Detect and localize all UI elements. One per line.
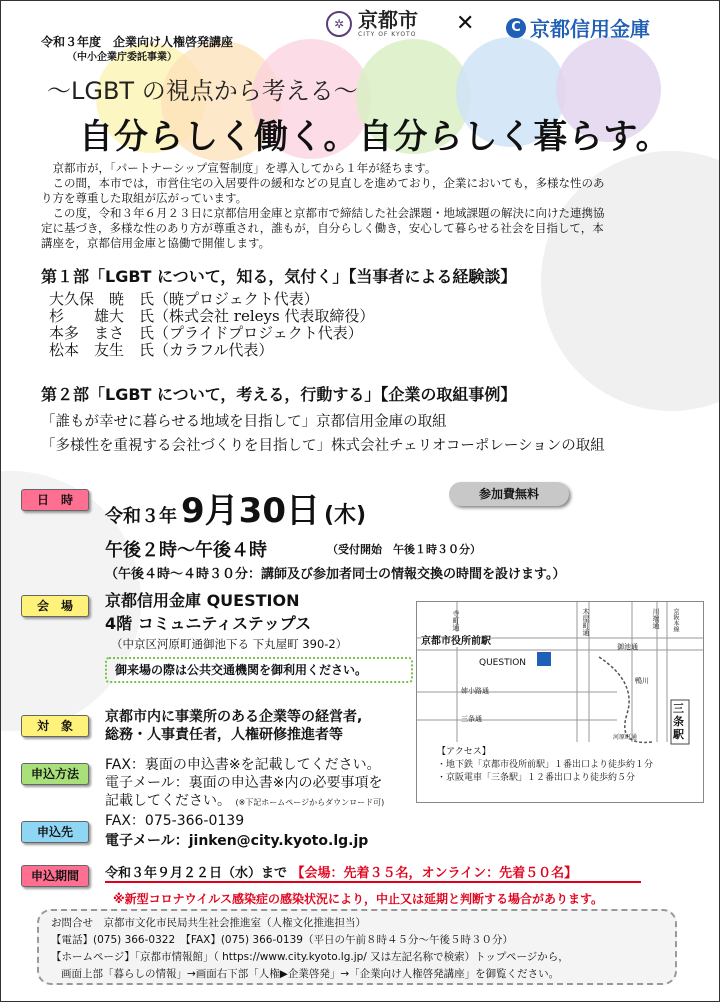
venue-name1: 京都信用金庫 QUESTION — [105, 591, 300, 610]
date-label: 日 時 — [21, 489, 89, 511]
shinkin-logo-text: 京都信用金庫 — [530, 17, 650, 41]
apply-line1: FAX：裏面の申込書※を記載してください。 — [105, 757, 381, 773]
part2-item-1: 「誰もが幸せに暮らせる地域を目指して」京都信用金庫の取組 — [41, 414, 447, 430]
event-time: 午後２時～午後４時 — [105, 540, 267, 561]
access-map — [416, 601, 704, 803]
kyoto-emblem-icon: ✲ — [326, 11, 352, 37]
question-marker — [537, 652, 551, 666]
speaker-4: 松本 友生 氏（カラフル代表） — [49, 341, 274, 359]
map-station-main: 京都市役所前駅 — [421, 632, 491, 647]
apply-label: 申込方法 — [21, 763, 89, 785]
shinkin-logo — [506, 13, 650, 42]
intro-line: 京都市が，「パートナーシップ宣誓制度」を導入してから１年が経ちます。 — [41, 161, 437, 175]
inquiry-line4: 画面上部「暮らしの情報」→画面右下部「人権▶企業啓発」→「企業向け人権啓発講座」を御覧ください。 — [61, 968, 560, 980]
target-line1: 京都市内に事業所のある企業等の経営者, — [105, 709, 363, 725]
contact-fax: FAX：075-366-0139 — [105, 813, 245, 829]
venue-name2: 4階 コミュニティステップス — [105, 614, 312, 633]
map-street-label: 河原町通 — [613, 734, 638, 741]
speaker-2: 杉 雄大 氏（株式会社 releys 代表取締役） — [49, 307, 375, 325]
map-street-label: 京阪本線 — [672, 608, 679, 632]
inquiry-line2: 【電話】(075) 366-0322 【FAX】(075) 366-0139（平日の午前８時４５分～午後５時３０分） — [51, 934, 513, 946]
target-line2: 総務・人事責任者，人権研修推進者等 — [105, 727, 343, 743]
apply-line2: 電子メール：裏面の申込書※内の必要事項を — [105, 775, 383, 791]
map-street-label: 三条通 — [461, 715, 482, 723]
shinkin-emblem-icon: C — [506, 18, 526, 38]
event-date — [105, 483, 366, 532]
intro-line: 講座を，京都信用金庫と協働で開催します。 — [41, 236, 271, 250]
access-line: ・地下鉄「京都市役所前駅」１番出口より徒歩約１分 — [437, 760, 654, 770]
cross-mark: ✕ — [456, 11, 475, 36]
date-day: (木) — [323, 503, 367, 528]
deadline-capacity: 【会場：先着３５名，オンライン：先着５０名】 — [291, 866, 578, 881]
map-street-label: 鴨川 — [635, 677, 649, 685]
apply-line3-note: (※下記ホームページからダウンロード可) — [235, 798, 385, 807]
deadline-label: 申込期間 — [21, 865, 89, 887]
apply-line3 — [105, 793, 384, 811]
map-street-label: 御池通 — [617, 643, 638, 651]
deadline-text: 令和３年９月２２日（水）まで — [105, 866, 288, 881]
intro-line: この度，令和３年６月２３日に京都信用金庫と京都市で締結した社会課題・地域課題の解決に向けた連携協 — [41, 206, 605, 220]
speaker-3: 本多 まさ 氏（プライドプロジェクト代表） — [49, 324, 363, 342]
map-street-label: 姉小路通 — [461, 687, 489, 695]
contact-email: 電子メール：jinken@city.kyoto.lg.jp — [105, 833, 369, 849]
part1-title: 第１部「LGBT について，知る，気付く」【当事者による経験談】 — [41, 267, 517, 286]
venue-label: 会 場 — [21, 595, 89, 617]
apply-line3-text: 記載してください。 — [105, 793, 231, 809]
map-street-label: 川端通 — [652, 608, 660, 629]
subtitle: ～LGBT の視点から考える～ — [47, 77, 358, 105]
date-prefix: 令和３年 — [105, 506, 177, 527]
intro-line: り方を尊重した取組が広がっています。 — [41, 191, 248, 205]
kyoto-logo-text: 京都市 — [358, 8, 418, 32]
kyoto-logo-sub: CITY OF KYOTO — [358, 31, 417, 38]
inquiry-box — [37, 909, 677, 985]
map-sanjo-label: 三条駅 — [673, 702, 684, 741]
kyoto-city-logo — [326, 9, 418, 38]
time-note: （午後４時～４時３０分：講師及び参加者同士の情報交換の時間を設けます。） — [105, 567, 566, 582]
target-label: 対 象 — [21, 715, 89, 737]
header-line1: 令和３年度 企業向け人権啓発講座 — [41, 35, 234, 49]
covid-note: ※新型コロナウイルス感染症の感染状況により，中止又は延期と判断する場合があります。 — [113, 892, 603, 906]
map-street-label: 木屋町通 — [582, 608, 590, 636]
speaker-1: 大久保 暁 氏（暁プロジェクト代表） — [49, 290, 319, 308]
contact-label: 申込先 — [21, 821, 89, 843]
reception-time: （受付開始 午後１時３０分） — [327, 543, 481, 556]
transit-note: 御来場の際は公共交通機関を御利用ください。 — [105, 657, 413, 683]
header-line2: （中小企業庁委託事業） — [67, 52, 177, 63]
part2-title: 第２部「LGBT について，考える，行動する」【企業の取組事例】 — [41, 385, 517, 404]
intro-line: 定に基づき，多様な性のあり方が尊重され，誰もが，自分らしく働き，安心して暮らせる社会を目指して，本 — [41, 221, 604, 235]
venue-address: （中京区河原町通御池下る 下丸屋町 390-2） — [111, 637, 348, 651]
access-title: 【アクセス】 — [437, 747, 491, 757]
deadline-row — [105, 862, 641, 883]
map-access-block — [437, 746, 653, 785]
access-line: ・京阪電車「三条駅」１２番出口より徒歩約５分 — [437, 773, 636, 783]
walking-route — [599, 657, 652, 742]
part2-item-2: 「多様性を重視する会社づくりを目指して」株式会社チェリオコーポレーションの取組 — [41, 438, 605, 454]
free-badge: 参加費無料 — [449, 482, 569, 506]
inquiry-line3: 【ホームページ】「京都市情報館」（ https://www.city.kyoto.lg.jp/ 又は左記名称で検索）トップページから， — [51, 951, 569, 963]
intro-line: この間，本市では，市営住宅の入居要件の緩和などの見直しを進めており，企業においても，多様な性のあ — [41, 176, 605, 190]
intro-paragraph — [41, 161, 701, 251]
main-title: 自分らしく働く。自分らしく暮らす。 — [79, 117, 671, 157]
inquiry-line1: お問合せ 京都市文化市民局共生社会推進室（人権文化推進担当） — [51, 917, 366, 929]
map-street-label: 寺町通 — [452, 610, 460, 631]
date-big: 9月30日 — [181, 491, 320, 531]
map-question-label: QUESTION — [479, 658, 527, 668]
